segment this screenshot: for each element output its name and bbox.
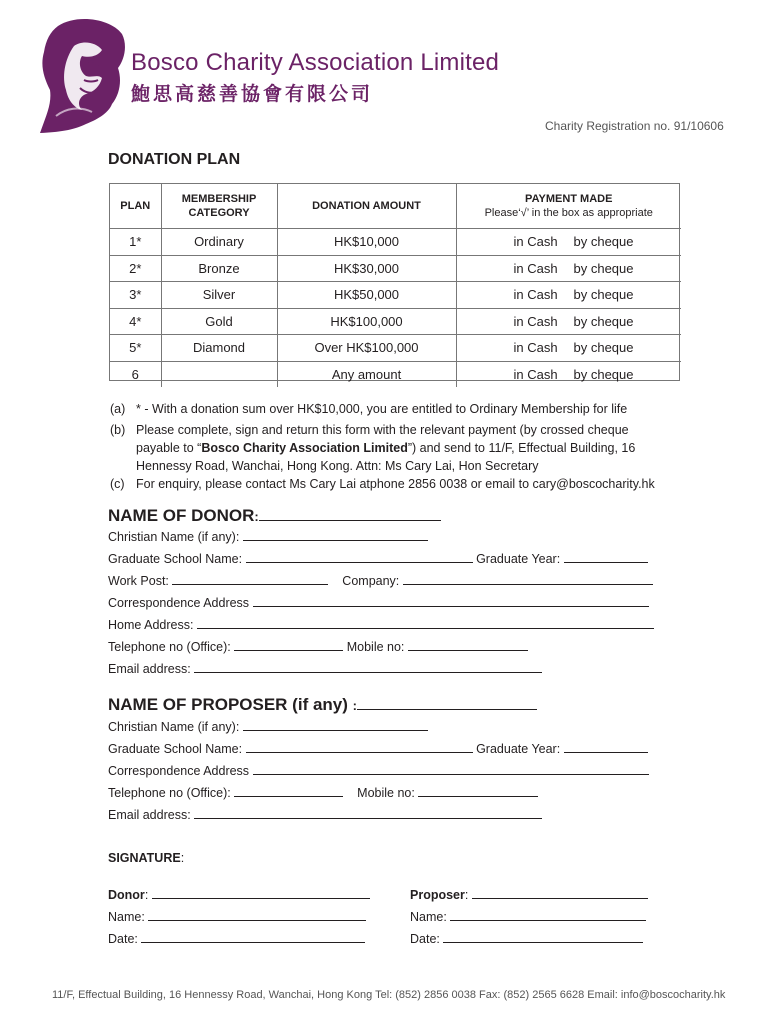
donor-title-colon: : xyxy=(254,509,259,524)
home-address-label: Home Address: xyxy=(108,618,194,632)
note-a-text: * - With a donation sum over HK$10,000, you are entitled to Ordinary Membership for life xyxy=(136,402,628,416)
payee-name: Bosco Charity Association Limited xyxy=(201,441,408,455)
donor-company-field[interactable] xyxy=(403,573,653,585)
email-label: Email address: xyxy=(108,662,191,676)
donor-telephone-row xyxy=(108,639,528,654)
plan-cell: 2* xyxy=(110,255,161,282)
amount-cell: HK$10,000 xyxy=(277,229,456,256)
proposer-date-label: Date: xyxy=(410,932,440,946)
donor-sig-name-label: Name: xyxy=(108,910,145,924)
correspondence-label: Correspondence Address xyxy=(108,764,250,778)
donor-work-row xyxy=(108,573,653,588)
proposer-graduate-year-field[interactable] xyxy=(564,741,648,753)
category-cell: Gold xyxy=(161,308,277,335)
note-b-text-1: Please complete, sign and return this form with the relevant payment (by crossed cheque xyxy=(136,423,629,437)
payment-hint: Please‘√’ in the box as appropriate xyxy=(484,207,653,219)
donor-sig-name-field[interactable] xyxy=(148,909,366,921)
graduate-school-label: Graduate School Name: xyxy=(108,552,243,566)
proposer-sig-name-label: Name: xyxy=(410,910,447,924)
donor-christian-name-field[interactable] xyxy=(243,529,428,541)
proposer-sig-name-field[interactable] xyxy=(450,909,646,921)
donor-christian-name-row xyxy=(108,529,428,544)
plan-cell: 3* xyxy=(110,282,161,309)
amount-cell: HK$50,000 xyxy=(277,282,456,309)
cash-option[interactable]: in Cash xyxy=(513,287,558,303)
mobile-label: Mobile no: xyxy=(346,640,405,654)
proposer-signature-label: Proposer xyxy=(410,888,465,902)
christian-name-label: Christian Name (if any): xyxy=(108,530,240,544)
payment-cell xyxy=(456,255,681,282)
donor-name-field[interactable] xyxy=(259,509,441,521)
telephone-label: Telephone no (Office): xyxy=(108,640,231,654)
category-cell xyxy=(161,361,277,387)
cheque-option[interactable]: by cheque xyxy=(573,366,634,382)
col-header-payment xyxy=(456,184,681,229)
amount-cell: HK$30,000 xyxy=(277,255,456,282)
donor-home-address-field[interactable] xyxy=(197,617,654,629)
donor-name-row xyxy=(108,909,366,924)
category-cell: Bronze xyxy=(161,255,277,282)
payment-cell xyxy=(456,335,681,362)
note-b-label: (b) xyxy=(110,423,126,437)
proposer-telephone-field[interactable] xyxy=(234,785,343,797)
proposer-mobile-field[interactable] xyxy=(418,785,538,797)
donor-date-label: Date: xyxy=(108,932,138,946)
amount-cell: Over HK$100,000 xyxy=(277,335,456,362)
cheque-option[interactable]: by cheque xyxy=(573,313,634,329)
col-header-amount: DONATION AMOUNT xyxy=(277,184,456,229)
category-cell: Ordinary xyxy=(161,229,277,256)
donor-correspondence-row xyxy=(108,595,649,610)
company-label: Company: xyxy=(342,574,400,588)
correspondence-label: Correspondence Address xyxy=(108,596,250,610)
graduate-year-label: Graduate Year: xyxy=(476,742,561,756)
category-cell: Diamond xyxy=(161,335,277,362)
proposer-section-title xyxy=(108,695,537,715)
table-row xyxy=(110,282,681,309)
payment-cell xyxy=(456,361,681,387)
graduate-school-label: Graduate School Name: xyxy=(108,742,243,756)
cash-option[interactable]: in Cash xyxy=(513,340,558,356)
cheque-option[interactable]: by cheque xyxy=(573,234,634,250)
proposer-title-colon: : xyxy=(352,698,357,713)
donor-signature-label: Donor xyxy=(108,888,145,902)
donor-graduate-row xyxy=(108,551,648,566)
proposer-christian-name-row xyxy=(108,719,428,734)
cash-option[interactable]: in Cash xyxy=(513,366,558,382)
donor-signature-sep: : xyxy=(144,888,149,902)
donor-telephone-field[interactable] xyxy=(234,639,343,651)
cheque-option[interactable]: by cheque xyxy=(573,260,634,276)
proposer-email-field[interactable] xyxy=(194,807,542,819)
note-c-text: For enquiry, please contact Ms Cary Lai atphone 2856 0038 or email to cary@boscocharity.hk xyxy=(136,477,655,491)
proposer-signature-row xyxy=(410,887,648,902)
email-label: Email address: xyxy=(108,808,191,822)
signature-title-colon: : xyxy=(180,851,185,865)
signature-title xyxy=(108,851,184,865)
proposer-date-row xyxy=(410,931,643,946)
plan-cell: 4* xyxy=(110,308,161,335)
donor-email-row xyxy=(108,661,542,676)
donor-graduate-year-field[interactable] xyxy=(564,551,648,563)
note-c-label: (c) xyxy=(110,477,125,491)
plan-cell: 1* xyxy=(110,229,161,256)
proposer-graduate-school-field[interactable] xyxy=(246,741,473,753)
payment-cell xyxy=(456,229,681,256)
proposer-name-field[interactable] xyxy=(357,698,537,710)
category-cell: Silver xyxy=(161,282,277,309)
proposer-title-text: NAME OF PROPOSER (if any) xyxy=(108,695,348,714)
category-header-line1: MEMBERSHIP xyxy=(181,193,257,205)
note-b-text-2-post: ”) and send to 11/F, Effectual Building, 16 xyxy=(407,441,636,455)
work-post-label: Work Post: xyxy=(108,574,169,588)
cheque-option[interactable]: by cheque xyxy=(573,287,634,303)
amount-cell: Any amount xyxy=(277,361,456,387)
donor-signature-row xyxy=(108,887,370,902)
proposer-signature-field[interactable] xyxy=(472,887,648,899)
signature-title-text: SIGNATURE xyxy=(108,851,181,865)
donation-plan-table xyxy=(109,183,680,381)
donation-plan-title: DONATION PLAN xyxy=(108,151,241,168)
donor-title-text: NAME OF DONOR xyxy=(108,506,255,525)
proposer-correspondence-field[interactable] xyxy=(253,763,649,775)
table-row xyxy=(110,361,681,387)
proposer-correspondence-row xyxy=(108,763,649,778)
table-row xyxy=(110,255,681,282)
donor-date-field[interactable] xyxy=(141,931,365,943)
note-a-label: (a) xyxy=(110,402,126,416)
proposer-graduate-row xyxy=(108,741,648,756)
christian-name-label: Christian Name (if any): xyxy=(108,720,240,734)
donor-signature-field[interactable] xyxy=(152,887,370,899)
amount-cell: HK$100,000 xyxy=(277,308,456,335)
note-b-line2 xyxy=(110,439,635,457)
table-row xyxy=(110,308,681,335)
graduate-year-label: Graduate Year: xyxy=(476,552,561,566)
telephone-label: Telephone no (Office): xyxy=(108,786,231,800)
note-c xyxy=(110,475,655,493)
donor-home-row xyxy=(108,617,654,632)
col-header-plan: PLAN xyxy=(110,184,161,229)
note-b xyxy=(110,421,635,475)
donor-graduate-school-field[interactable] xyxy=(246,551,473,563)
category-header-line2: CATEGORY xyxy=(188,207,250,219)
payment-header: PAYMENT MADE xyxy=(525,193,613,205)
donor-work-post-field[interactable] xyxy=(172,573,328,585)
cash-option[interactable]: in Cash xyxy=(513,313,558,329)
organization-name-zh: 鮑思高慈善協會有限公司 xyxy=(131,84,374,105)
note-b-line3: Hennessy Road, Wanchai, Hong Kong. Attn: Ms Cary Lai, Hon Secretary xyxy=(136,459,539,473)
table-row xyxy=(110,335,681,362)
proposer-telephone-row xyxy=(108,785,538,800)
footer-contact: 11/F, Effectual Building, 16 Hennessy Road, Wanchai, Hong Kong Tel: (852) 2856 0038 Fax: (852) 2565 6628 Email: info@boscocharity.hk xyxy=(52,989,726,1001)
donor-email-field[interactable] xyxy=(194,661,542,673)
donor-correspondence-field[interactable] xyxy=(253,595,649,607)
cash-option[interactable]: in Cash xyxy=(513,234,558,250)
cash-option[interactable]: in Cash xyxy=(513,260,558,276)
table-row xyxy=(110,229,681,256)
charity-registration: Charity Registration no. 91/10606 xyxy=(545,119,724,133)
table-header-row xyxy=(110,184,681,229)
plan-cell: 5* xyxy=(110,335,161,362)
note-a xyxy=(110,400,627,418)
donor-date-row xyxy=(108,931,365,946)
proposer-date-field[interactable] xyxy=(443,931,643,943)
proposer-email-row xyxy=(108,807,542,822)
col-header-category xyxy=(161,184,277,229)
proposer-name-row xyxy=(410,909,646,924)
mobile-label: Mobile no: xyxy=(357,786,415,800)
founder-portrait-logo xyxy=(36,16,128,134)
payment-cell xyxy=(456,282,681,309)
proposer-christian-name-field[interactable] xyxy=(243,719,428,731)
payment-cell xyxy=(456,308,681,335)
organization-name-en: Bosco Charity Association Limited xyxy=(131,49,500,76)
cheque-option[interactable]: by cheque xyxy=(573,340,634,356)
donor-mobile-field[interactable] xyxy=(408,639,528,651)
donor-section-title xyxy=(108,506,441,526)
plan-cell: 6 xyxy=(110,361,161,387)
note-b-text-2-pre: payable to “ xyxy=(136,441,202,455)
proposer-signature-sep: : xyxy=(464,888,469,902)
